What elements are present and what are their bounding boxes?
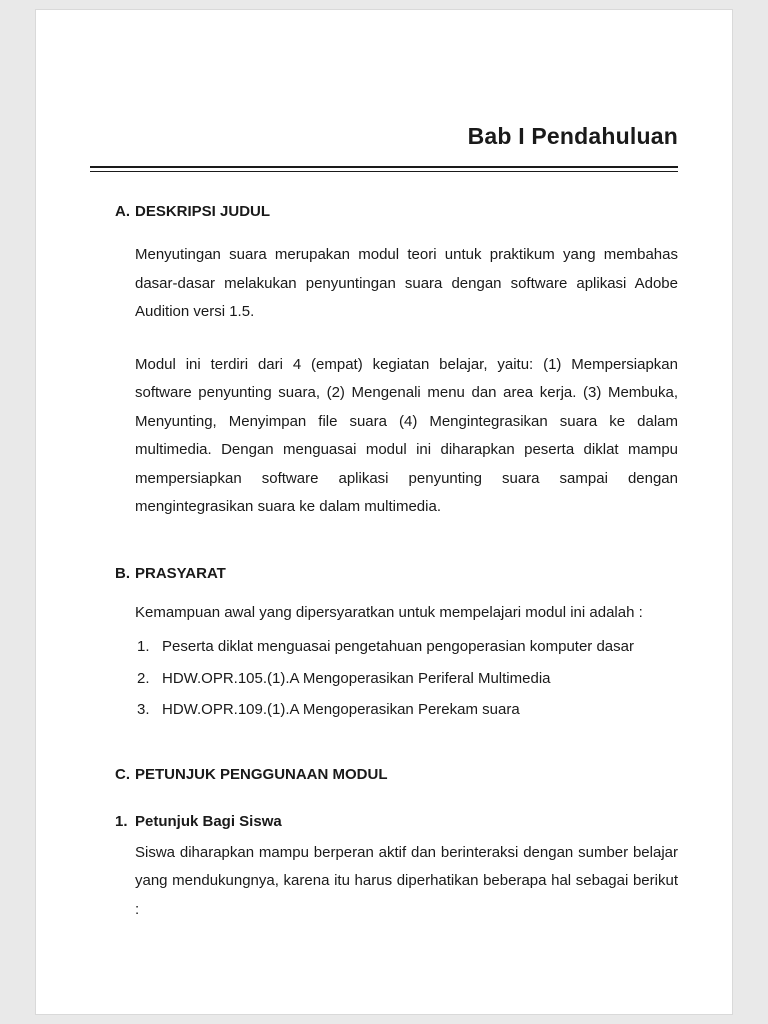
list-item bbox=[137, 665, 678, 694]
section-heading-a-text: DESKRIPSI JUDUL bbox=[135, 203, 271, 220]
section-heading-c bbox=[90, 765, 678, 784]
section-label-b: B. bbox=[115, 564, 130, 582]
page-title: Bab I Pendahuluan bbox=[467, 123, 678, 149]
section-label-c: C. bbox=[115, 765, 130, 783]
paragraph-a-2: Modul ini terdiri dari 4 (empat) kegiatan belajar, yaitu: (1) Mempersiapkan software penyunting suara, (2) Mengenali menu dan area kerja. (3) Membuka, Menyunting, Menyimpan file suara (4) Mengintegrasikan suara ke dalam multimedia. Dengan menguasai modul ini diharapkan peserta diklat mampu mempersiapkan software aplikasi penyunting suara sampai dengan mengintegrasikan suara ke dalam multimedia. bbox=[135, 355, 678, 515]
list-item-number: 2. bbox=[137, 669, 150, 687]
title-rule bbox=[90, 166, 678, 172]
page-content bbox=[36, 10, 732, 924]
section-heading-b-text: PRASYARAT bbox=[135, 564, 226, 582]
subsection-number-c1: 1. bbox=[115, 812, 128, 830]
section-label-a: A. bbox=[115, 203, 130, 220]
list-item bbox=[137, 696, 678, 725]
subsection-heading-c1 bbox=[90, 812, 678, 831]
list-item-text: HDW.OPR.109.(1).A Mengoperasikan Perekam suara bbox=[162, 701, 520, 718]
paragraph-c1: Siswa diharapkan mampu berperan aktif dan berinteraksi dengan sumber belajar yang mendukungnya, karena itu harus diperhatikan beberapa hal sebagai berikut : bbox=[135, 843, 678, 918]
section-heading-c-text: PETUNJUK PENGGUNAAN MODUL bbox=[135, 765, 388, 783]
document-page bbox=[36, 10, 732, 1014]
list-item-text: HDW.OPR.105.(1).A Mengoperasikan Periferal Multimedia bbox=[162, 669, 551, 687]
section-b-intro: Kemampuan awal yang dipersyaratkan untuk mempelajari modul ini adalah : bbox=[135, 603, 643, 621]
subsection-title-c1: Petunjuk Bagi Siswa bbox=[135, 812, 282, 830]
list-item-number: 3. bbox=[137, 701, 150, 718]
list-item-number: 1. bbox=[137, 638, 150, 655]
section-heading-b bbox=[90, 564, 678, 583]
section-heading-a bbox=[90, 202, 678, 221]
list-item bbox=[137, 633, 678, 662]
list-item-text: Peserta diklat menguasai pengetahuan pengoperasian komputer dasar bbox=[162, 638, 634, 655]
paragraph-a-1: Menyutingan suara merupakan modul teori untuk praktikum yang membahas dasar-dasar melakukan penyuntingan suara dengan software aplikasi Adobe Audition versi 1.5. bbox=[135, 246, 678, 320]
prerequisite-list bbox=[137, 633, 678, 725]
